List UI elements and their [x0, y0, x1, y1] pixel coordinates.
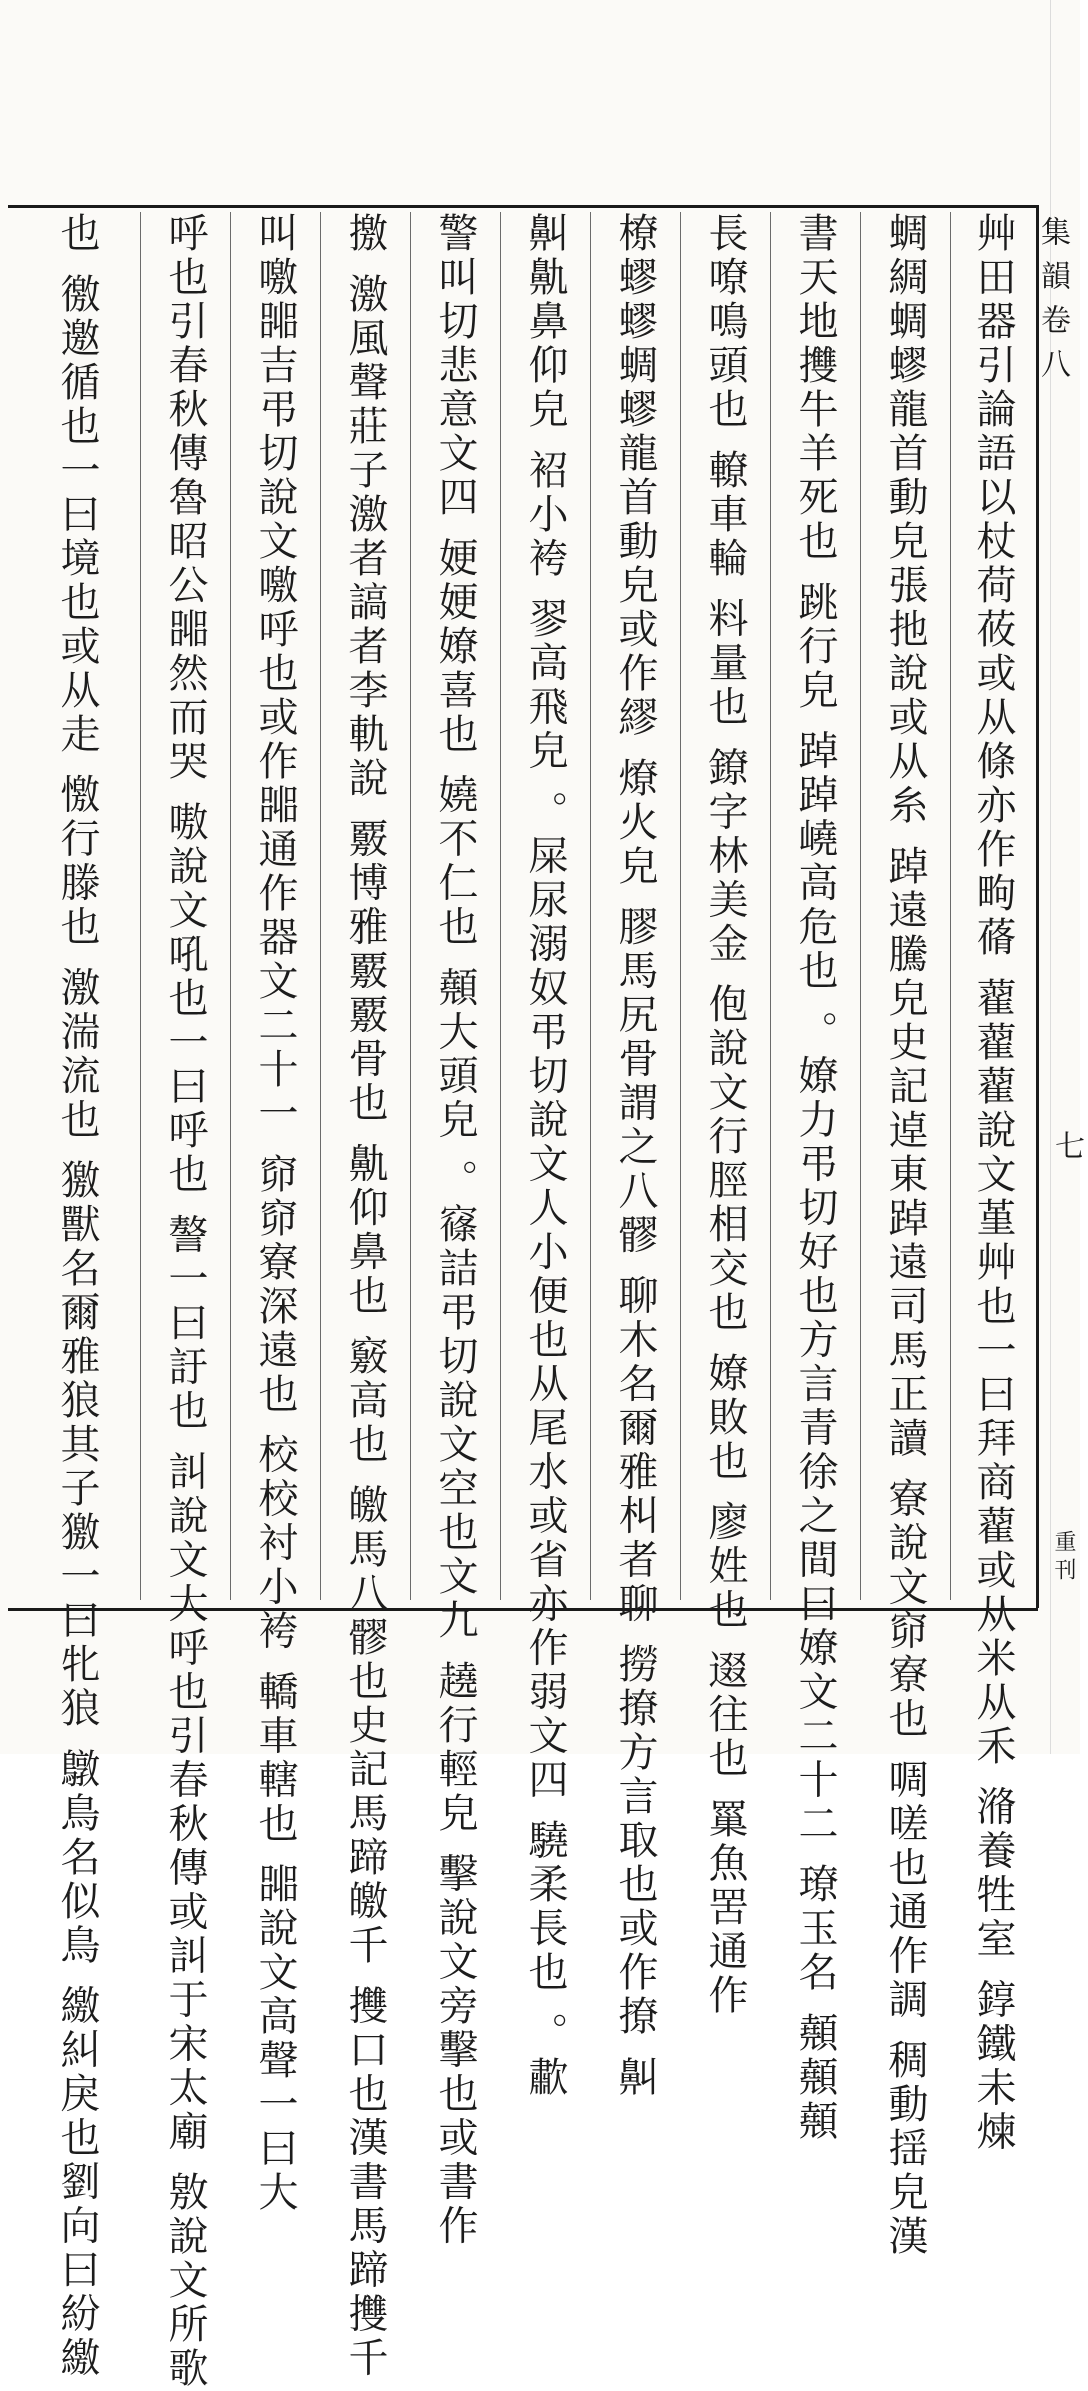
text-column-1: 艸田器引論語以杖荷莜或从條亦作㽛蓨 藋藋藋說文堇艸也一曰拜商藋或从米从禾 潃養牲室 錞鐵未煉 [970, 212, 1016, 2155]
text-column-6: 鼼鼽鼻仰皃 袑小袴 翏高飛皃 。屎尿溺奴弔切說文人小便也从尾水或省亦作弱文四 驍柔長也 。歗 [522, 212, 568, 2100]
text-column-7: 警叫切悲意文四 㛐㛐嫽喜也 嬈不仁也 顤大頭皃 。窱詰弔切說文空也文九 趬行輕皃 擊說文旁擊也或書作 [432, 212, 478, 2249]
page-frame-right-edge [1036, 205, 1039, 1608]
page-number: 七 [1049, 1130, 1084, 1160]
text-column-8: 撽 激風聲莊子激者謞者李軌說 覈博雅覈覈骨也 鼽仰鼻也 竅高也 皦馬八髎也史記馬蹄皦千 㩳口也漢書馬蹄㩳千 [342, 212, 388, 2381]
text-column-10: 呼也引春秋傳魯昭公嘂然而哭 嗷說文吼也一曰呼也 謷一曰訏也 訆說文大呼也引春秋傳或訆于宋太廟 敫說文所歌 [162, 212, 208, 2391]
text-column-11: 也 徼邀循也一曰境也或从走 憿行滕也 激湍流也 獥獸名爾雅狼其子獥一曰牝狼 鷻鳥名似鳥 繳糾戾也劉向曰紛繳 [54, 212, 100, 2381]
text-column-2: 蜩綢蜩蟉龍首動皃張扡說或从糸 踔遠騰皃史記逴東踔遠司馬正讀 寮說文窌寮也 啁嗟也通作調 稠動揺皃漢 [882, 212, 928, 2259]
text-column-5: 橑蟉蟉蜩蟉龍首動皃或作繆 燎火皃 膠馬尻骨謂之八髎 聊木名爾雅朻者聊 撈撩方言取也或作撩 鼼 [612, 212, 658, 2100]
text-column-4: 長嘹鳴頭也 轑車輪 料量也 鐐字林美金 佨說文行脛相交也 嫽敗也 廖姓也 逫往也 罺魚罟通作 [702, 212, 748, 2018]
text-column-9: 叫噭嘂吉弔切說文噭呼也或作嘂通作器文二十一 窌窌寮深遠也 校校衬小袴 轎車轄也 嘂說文高聲一曰大 [252, 212, 298, 2215]
volume-title: 集韻卷八 [1035, 216, 1070, 392]
text-column-3: 書天地㩳牛羊死也 跳行皃 踔踔嶢高危也 。嫽力弔切好也方言青徐之間曰嫽文二十二 璙玉名 顤顤顤 [792, 212, 838, 2144]
edition-mark: 重刊 [1051, 1530, 1076, 1586]
